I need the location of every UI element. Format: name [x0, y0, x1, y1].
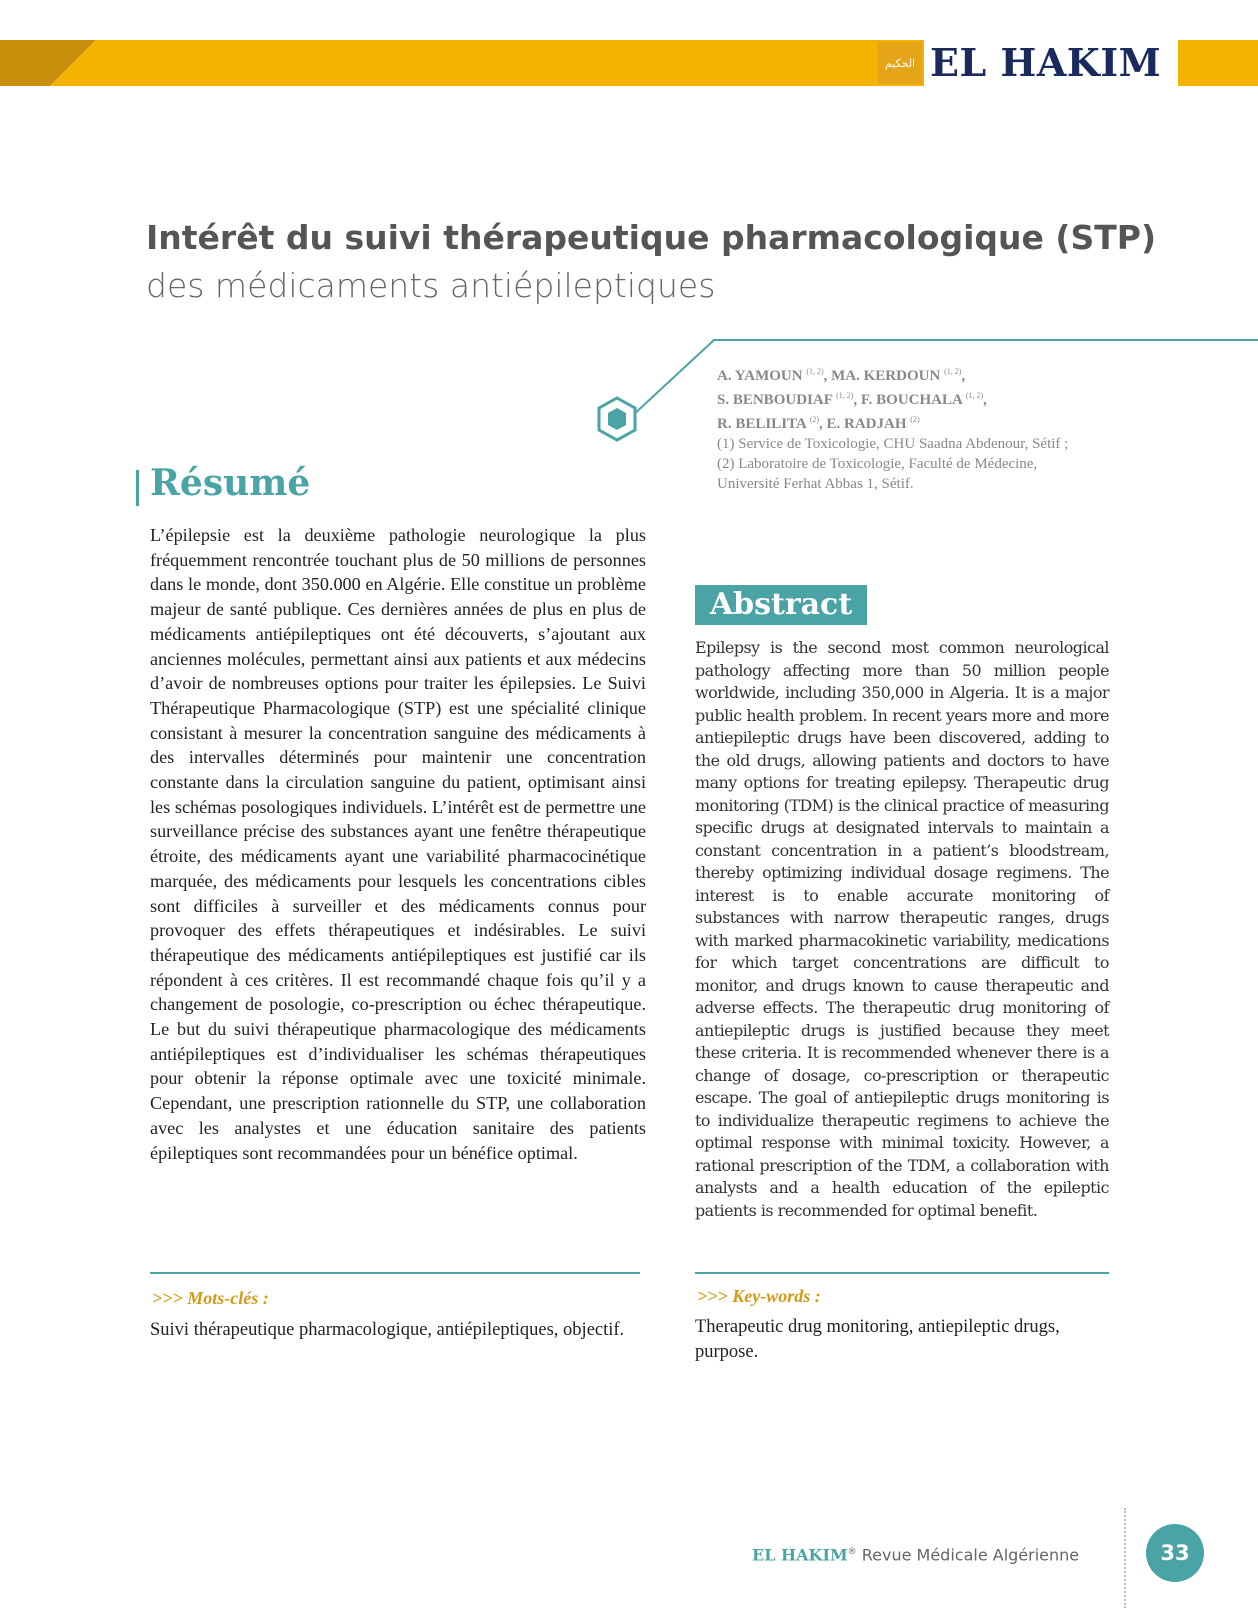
resume-heading: Résumé: [150, 462, 311, 504]
authors-line-3: [717, 410, 1237, 434]
affiliation-2: (2) Laboratoire de Toxicologie, Faculté de Médecine,: [717, 456, 1038, 472]
keywords-en-text: Therapeutic drug monitoring, antiepileptic drugs, purpose.: [695, 1317, 1060, 1362]
article-title-sub: des médicaments antiépileptiques: [146, 266, 716, 305]
resume-accent-bar: [136, 470, 139, 506]
keywords-fr-text: Suivi thérapeutique pharmacologique, antiépileptiques, objectif.: [150, 1320, 625, 1340]
author-name: , F. BOUCHALA: [853, 392, 963, 408]
keywords-fr-rule: [150, 1272, 640, 1274]
authors-line-2: [717, 386, 1237, 410]
author-separator: ,: [983, 392, 987, 408]
author-affil-ref: (2): [809, 415, 820, 424]
author-affil-ref: (1, 2): [806, 367, 824, 376]
authors-line-1: [717, 362, 1237, 386]
author-affil-ref: (1, 2): [965, 391, 984, 400]
logo-arabic: الحكيم: [878, 42, 922, 84]
author-separator: ,: [961, 368, 966, 384]
abstract-body: Epilepsy is the second most common neurological pathology affecting more than 50 million people worldwide, including 350,000 in Algeria. It is a major public health problem. In recent years more and more antiepileptic drugs have been discovered, adding to the old drugs, allowing patients and doctors to have many options for treating epilepsy. Therapeutic drug monitoring (TDM) is the clinical practice of measuring specific drugs at designated intervals to maintain a constant concentration in a patient’s bloodstream, thereby optimizing individual dosage regimens. The interest is to enable accurate monitoring of substances with narrow therapeutic ranges, drugs with marked pharmacokinetic variability, medications for which target concentrations are difficult to monitor, and drugs known to cause therapeutic and adverse effects. The therapeutic drug monitoring of antiepileptic drugs is justified because they meet these criteria. It is recommended whenever there is a change of dosage, co-prescription or therapeutic escape. The goal of antiepileptic drugs monitoring is to individualize therapeutic regimens to achieve the optimal response with minimal toxicity. However, a rational prescription of the TDM, a collaboration with analysts and a health education of the epileptic patients is recommended for optimal benefit.: [695, 638, 1109, 1220]
footer-registered-mark: ®: [847, 1547, 857, 1557]
footer-divider: [1124, 1508, 1126, 1608]
keywords-en-heading: >>> Key-words :: [697, 1286, 821, 1306]
footer-journal-name: Revue Médicale Algérienne: [856, 1545, 1080, 1565]
article-title-main: Intérêt du suivi thérapeutique pharmacologique (STP): [146, 218, 1157, 257]
abstract-heading: Abstract: [695, 585, 867, 625]
author-name: , MA. KERDOUN: [823, 368, 941, 384]
author-affil-ref: (2): [910, 415, 920, 424]
resume-body: L’épilepsie est la deuxième pathologie neurologique la plus fréquemment rencontrée touchant plus de 50 millions de personnes dans le monde, dont 350.000 en Algérie. Elle constitue un problème majeur de santé publique. Ces dernières années de plus en plus de médicaments antiépileptiques ont été découverts, s’ajoutant aux anciennes molécules, permettant ainsi aux patients et aux médecins d’avoir de nombreuses options pour traiter les épilepsies. Le Suivi Thérapeutique Pharmacologique (STP) est une spécialité clinique consistant à mesurer la concentration sanguine des médicaments à des intervalles déterminés pour maintenir une concentration constante dans la circulation sanguine du patient, optimisant ainsi les schémas posologiques individuels. L’intérêt est de permettre une surveillance précise des substances ayant une fenêtre thérapeutique étroite, des médicaments ayant une variabilité pharmacocinétique marquée, des médicaments pour lesquels les concentrations cibles sont difficiles à surveiller et des médicaments connus pour provoquer des effets thérapeutiques et indésirables. Le suivi thérapeutique des médicaments antiépileptiques est justifié car ils répondent à ces critères. Il est recommandé chaque fois qu’il y a changement de posologie, co-prescription ou échec thérapeutique. Le but du suivi thérapeutique pharmacologique des médicaments antiépileptiques est d’individualiser les schémas thérapeutiques pour obtenir la réponse optimale avec une toxicité minimale. Cependant, une prescription rationnelle du STP, une collaboration avec les analystes et une éducation sanitaire des patients épileptiques sont recommandées pour un bénéfice optimal.: [150, 525, 646, 1163]
affiliation-3: Université Ferhat Abbas 1, Sétif.: [717, 476, 914, 492]
author-name: S. BENBOUDIAF: [717, 392, 833, 408]
page-number-badge: 33: [1146, 1524, 1204, 1582]
affiliation-1: (1) Service de Toxicologie, CHU Saadna Abdenour, Sétif ;: [717, 436, 1069, 452]
author-affil-ref: (1, 2): [944, 367, 962, 376]
author-name: A. YAMOUN: [717, 368, 803, 384]
footer-journal: [752, 1537, 1102, 1567]
author-name: R. BELILITA: [717, 416, 806, 432]
author-name: , E. RADJAH: [819, 416, 907, 432]
keywords-en-rule: [695, 1272, 1109, 1274]
logo-text: EL HAKIM: [930, 40, 1162, 85]
footer-brand: EL HAKIM: [752, 1545, 848, 1565]
keywords-fr-heading: >>> Mots-clés :: [152, 1288, 269, 1308]
author-affil-ref: (1, 2): [836, 391, 854, 400]
authors-block: [717, 362, 1237, 494]
